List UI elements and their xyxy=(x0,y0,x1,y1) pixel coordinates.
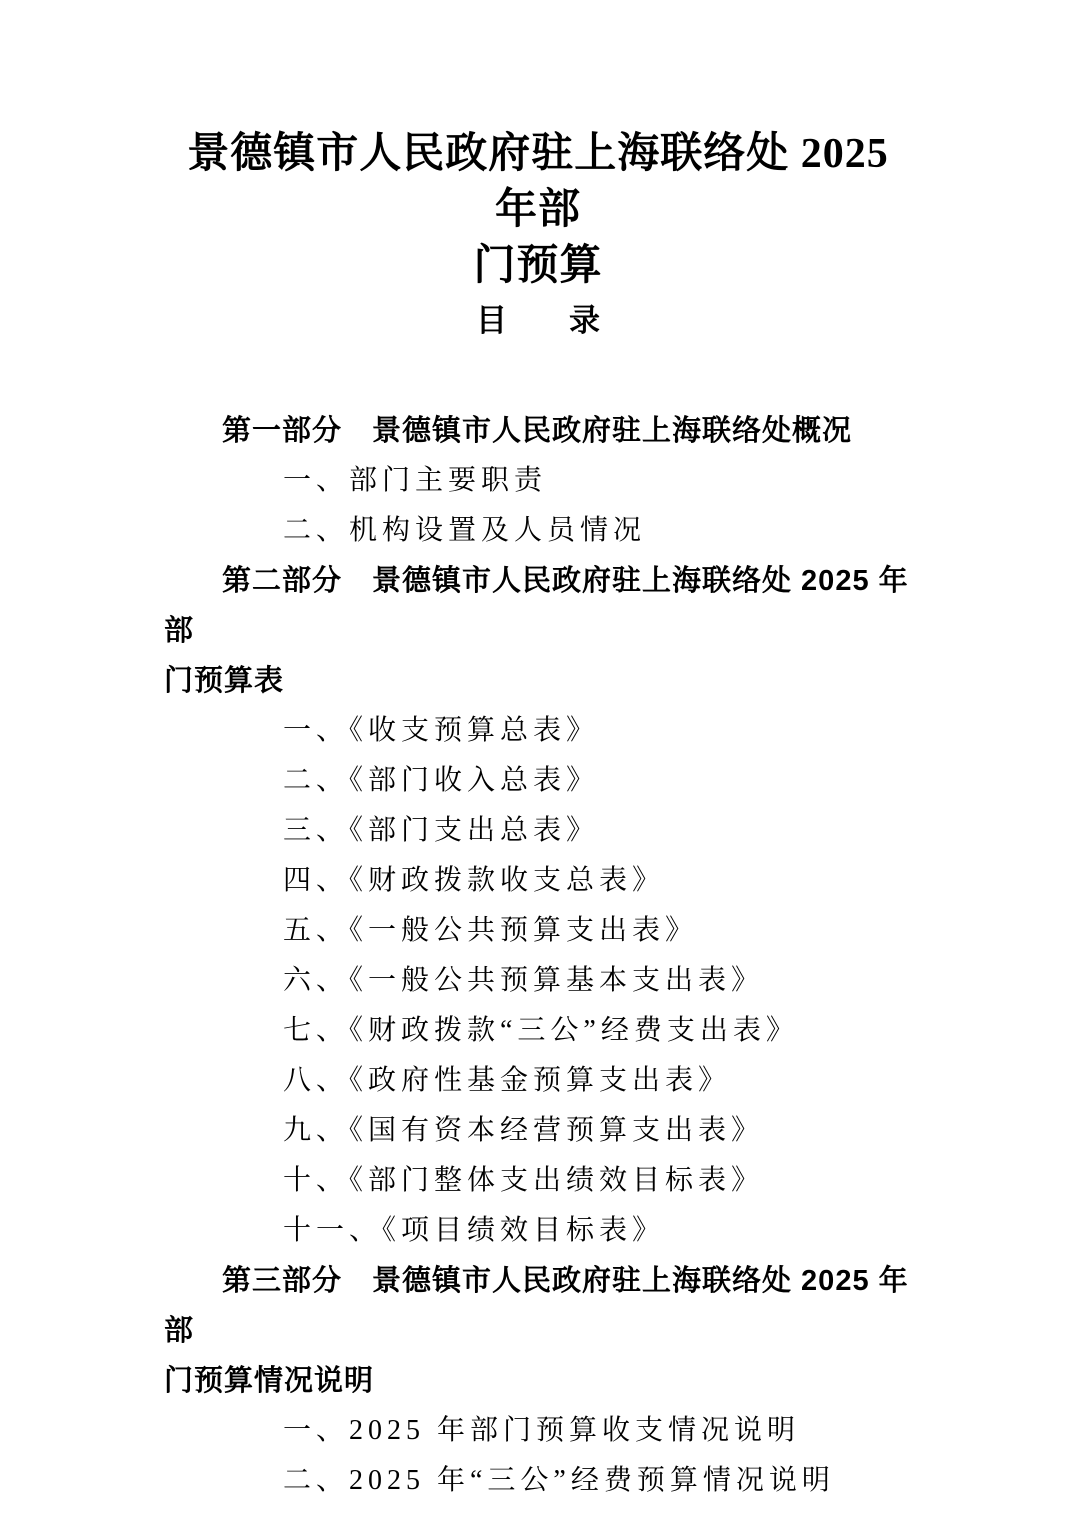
toc-item: 一、2025 年部门预算收支情况说明 xyxy=(283,1415,801,1446)
toc-item: 三、《部门支出总表》 xyxy=(283,815,600,846)
toc-item: 七、《财政拨款“三公”经费支出表》 xyxy=(283,1015,799,1046)
toc-item: 九、《国有资本经营预算支出表》 xyxy=(283,1115,765,1146)
toc-item: 五、《一般公共预算支出表》 xyxy=(283,915,699,946)
section-2-heading-line-2: 门预算表 xyxy=(164,665,285,697)
document-title-line-2: 门预算 xyxy=(473,243,603,289)
toc-item: 八、《政府性基金预算支出表》 xyxy=(283,1065,732,1096)
toc-heading: 目 录 xyxy=(476,303,600,338)
section-3-heading-line-2: 门预算情况说明 xyxy=(164,1365,375,1397)
toc-item: 十、《部门整体支出绩效目标表》 xyxy=(283,1165,765,1196)
toc-item: 四、《财政拨款收支总表》 xyxy=(283,865,666,896)
toc-item: 十一、《项目绩效目标表》 xyxy=(283,1215,666,1246)
toc-body xyxy=(164,406,912,1506)
section-3-heading-line-1: 第三部分 景德镇市人民政府驻上海联络处 2025 年部 xyxy=(164,1265,909,1347)
toc-item: 六、《一般公共预算基本支出表》 xyxy=(283,965,765,996)
section-2-heading-line-1: 第二部分 景德镇市人民政府驻上海联络处 2025 年部 xyxy=(164,565,909,647)
toc-item: 一、部门主要职责 xyxy=(283,465,548,496)
section-1-heading: 第一部分 景德镇市人民政府驻上海联络处概况 xyxy=(222,415,853,447)
toc-item: 二、机构设置及人员情况 xyxy=(283,515,647,546)
document-title xyxy=(164,126,912,294)
toc-item: 二、2025 年“三公”经费预算情况说明 xyxy=(283,1465,835,1496)
toc-item: 二、《部门收入总表》 xyxy=(283,765,600,796)
document-title-line-1: 景德镇市人民政府驻上海联络处 2025 年部 xyxy=(187,131,889,233)
toc-item: 一、《收支预算总表》 xyxy=(283,715,600,746)
